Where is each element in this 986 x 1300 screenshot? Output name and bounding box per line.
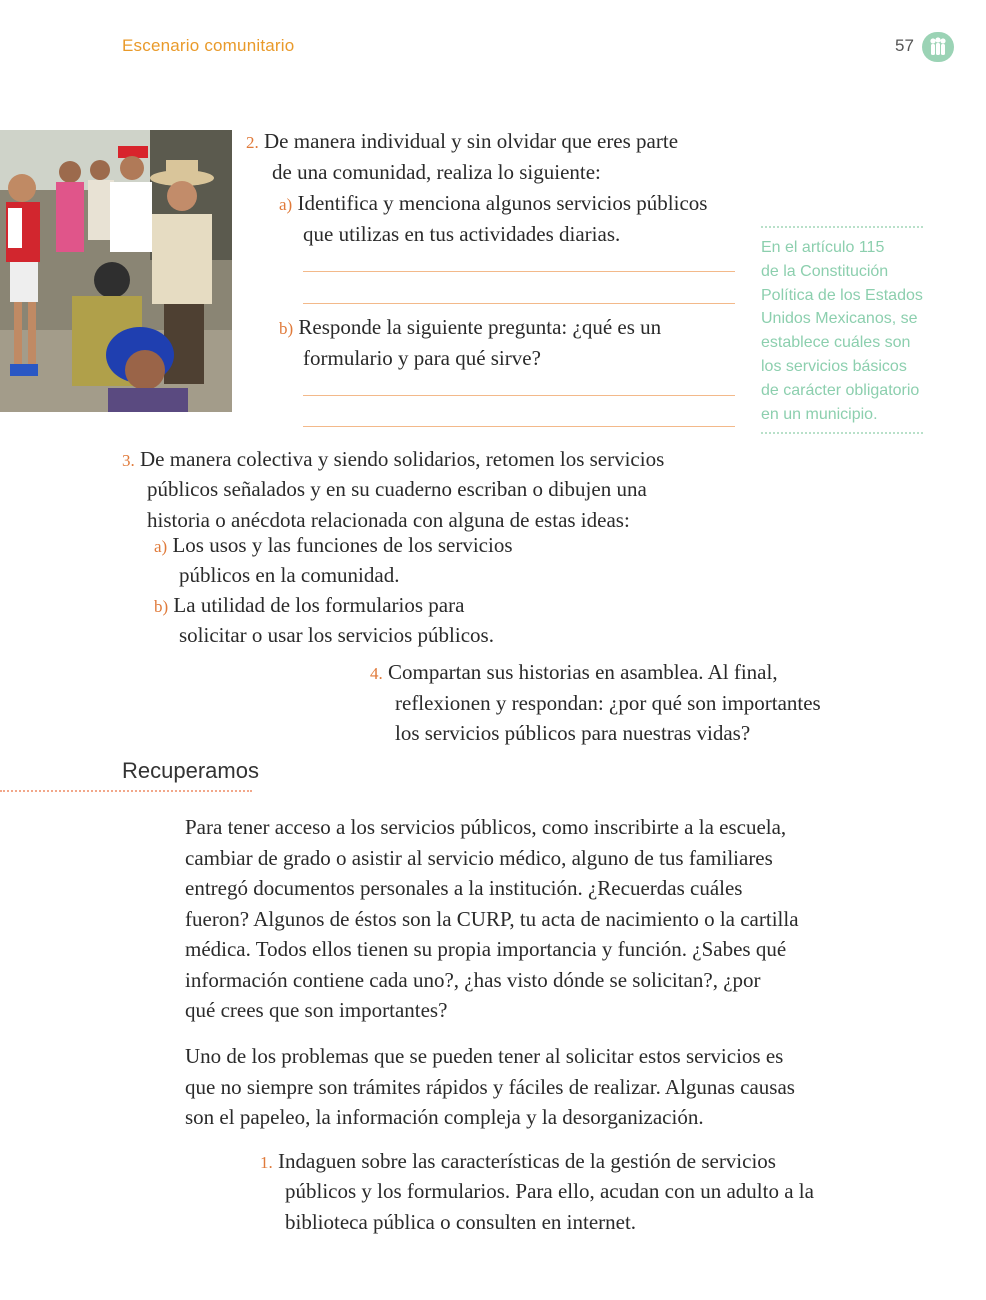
item-1 [260, 1146, 776, 1179]
paragraph-line: fueron? Algunos de éstos son la CURP, tu acta de nacimiento o la cartilla [185, 906, 799, 931]
subitem-text-line: que utilizas en tus actividades diarias. [303, 222, 621, 246]
subitem-text-line: Los usos y las funciones de los servicios [172, 533, 513, 557]
item-text-line: reflexionen y respondan: ¿por qué son importantes [395, 691, 821, 715]
subitem-2b [279, 312, 661, 345]
item-number: 1. [260, 1153, 273, 1172]
item-text-line: públicos y los formularios. Para ello, acudan con un adulto a la [285, 1179, 814, 1203]
item-3 [122, 444, 664, 477]
paragraph-2 [185, 1041, 795, 1133]
subitem-3a [154, 530, 513, 563]
subitem-label: b) [279, 319, 294, 338]
item-number: 2. [246, 133, 259, 152]
item-number: 3. [122, 451, 135, 470]
paragraph-line: entregó documentos personales a la institución. ¿Recuerdas cuáles [185, 876, 743, 900]
side-note [761, 226, 923, 434]
subitem-text-line: solicitar o usar los servicios públicos. [179, 623, 494, 647]
side-note-line: En el artículo 115 [761, 239, 885, 256]
paragraph-line: Uno de los problemas que se pueden tener al solicitar estos servicios es [185, 1044, 784, 1068]
paragraph-line: que no siempre son trámites rápidos y fáciles de realizar. Algunas causas [185, 1074, 795, 1099]
section-title: Recuperamos [122, 758, 259, 783]
subitem-text-line: Responde la siguiente pregunta: ¿qué es un [298, 315, 662, 339]
item-text-line: de una comunidad, realiza lo siguiente: [272, 160, 601, 184]
side-note-line: de carácter obligatorio [761, 381, 920, 399]
paragraph-line: médica. Todos ellos tienen su propia importancia y función. ¿Sabes qué [185, 937, 787, 961]
subitem-text-line: públicos en la comunidad. [179, 563, 400, 587]
side-note-line: Unidos Mexicanos, se [761, 310, 918, 328]
item-text-line: historia o anécdota relacionada con alguna de estas ideas: [147, 508, 630, 532]
paragraph-line: son el papeleo, la información compleja y la desorganización. [185, 1105, 704, 1129]
item-number: 4. [370, 664, 383, 683]
item-text-line: públicos señalados y en su cuaderno escriban o dibujen una [147, 477, 647, 501]
paragraph-line: información contiene cada uno?, ¿has visto dónde se solicitan?, ¿por [185, 967, 761, 992]
running-header: Escenario comunitario [122, 36, 295, 55]
paragraph-line: qué crees que son importantes? [185, 998, 448, 1022]
people-queue-photo [0, 130, 232, 412]
item-text-line: Compartan sus historias en asamblea. Al final, [388, 660, 778, 684]
item-2 [246, 126, 678, 159]
side-note-line: Política de los Estados [761, 286, 923, 304]
item-text-line: los servicios públicos para nuestras vidas? [395, 721, 751, 745]
side-note-line: establece cuáles son [761, 334, 911, 352]
community-icon [922, 32, 954, 62]
subitem-label: a) [154, 537, 168, 556]
answer-line[interactable] [303, 426, 735, 427]
subitem-3b [154, 590, 464, 623]
paragraph-line: cambiar de grado o asistir al servicio médico, alguno de tus familiares [185, 845, 773, 870]
subitem-text-line: Identifica y menciona algunos servicios públicos [297, 191, 708, 215]
side-note-line: los servicios básicos [761, 357, 907, 375]
section-divider [0, 790, 252, 792]
subitem-label: b) [154, 597, 169, 616]
subitem-text-line: La utilidad de los formularios para [173, 593, 465, 617]
answer-line[interactable] [303, 271, 735, 272]
page-number: 57 [895, 36, 914, 55]
subitem-2a [279, 188, 707, 221]
item-text-line: biblioteca pública o consulten en internet. [285, 1210, 637, 1234]
item-text-line: De manera colectiva y siendo solidarios, retomen los servicios [140, 447, 665, 471]
side-note-line: de la Constitución [761, 262, 889, 280]
side-note-line: en un municipio. [761, 405, 878, 423]
answer-line[interactable] [303, 395, 735, 396]
subitem-label: a) [279, 195, 293, 214]
item-4 [370, 657, 778, 690]
paragraph-line: Para tener acceso a los servicios públicos, como inscribirte a la escuela, [185, 815, 787, 839]
answer-line[interactable] [303, 303, 735, 304]
paragraph-1 [185, 812, 799, 1026]
item-text-line: Indaguen sobre las características de la gestión de servicios [278, 1149, 776, 1173]
subitem-text-line: formulario y para qué sirve? [303, 346, 541, 370]
item-text-line: De manera individual y sin olvidar que eres parte [264, 129, 679, 153]
